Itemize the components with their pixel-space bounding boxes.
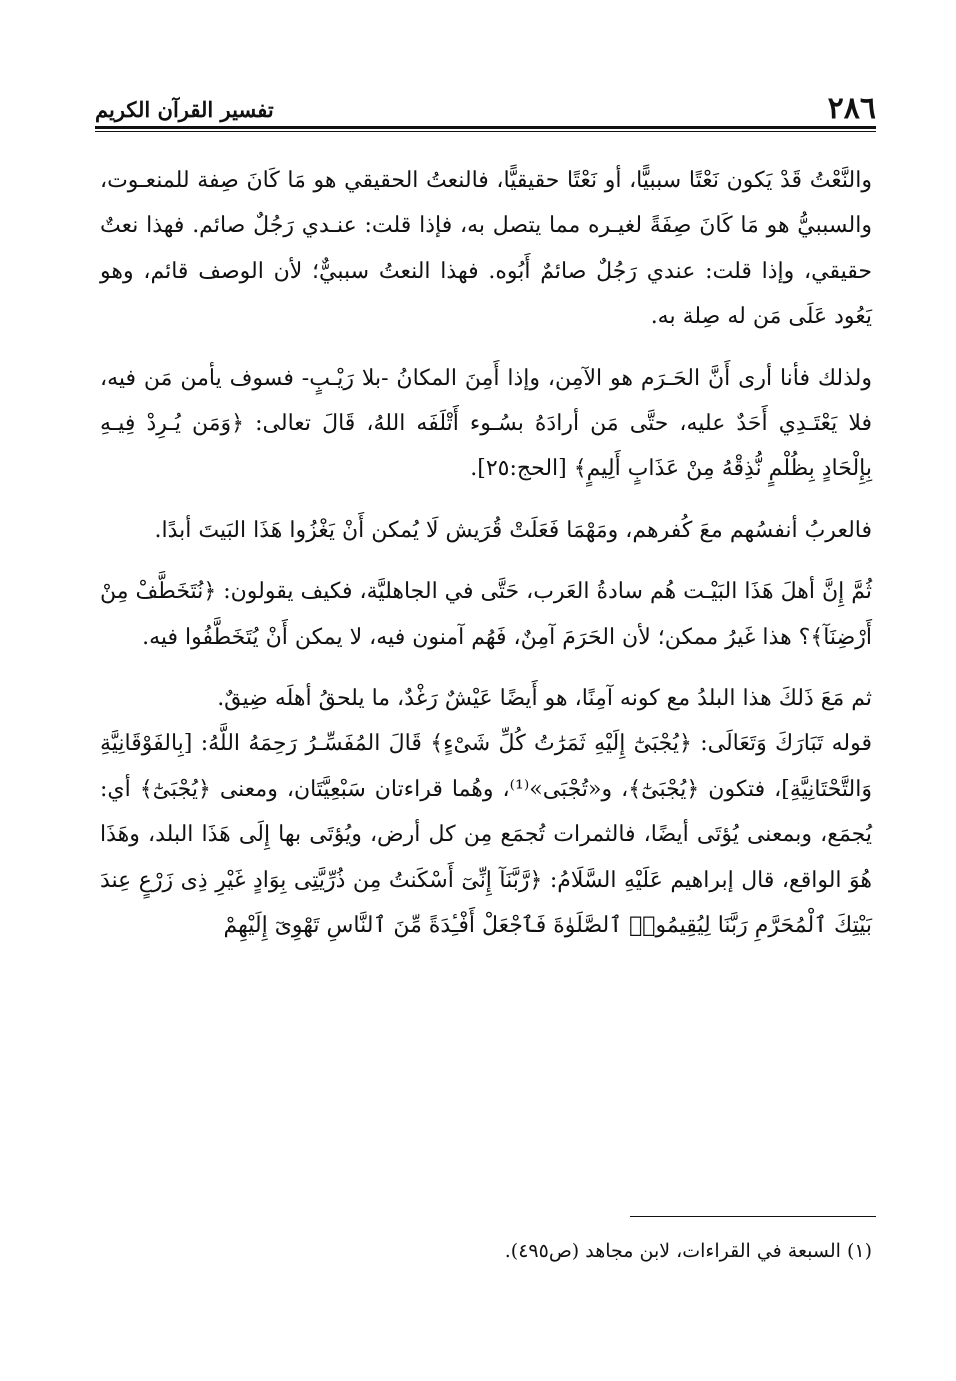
main-text — [100, 158, 872, 949]
paragraph: ولذلك فأنا أرى أَنَّ الحَـرَم هو الآمِن، وإذا أَمِنَ المكانُ -بلا رَيْـبٍ- فسوف يأمن مَن فيه، فلا يَعْتَـدِي أَحَدٌ عليه، حتَّى مَن أرادَهُ بسُـوء أَتْلَفَه اللهُ، قَالَ تعالى: ﴿وَمَن يُـرِدْ فِيـهِ بِإِلْحَادٍ بِظُلْمٍ نُّذِقْهُ مِنْ عَذَابٍ أَلِيمٍ﴾ [الحج:٢٥]. — [100, 365, 872, 482]
footnote-divider — [630, 1216, 876, 1217]
header-divider — [95, 126, 876, 132]
page-number: ٢٨٦ — [827, 91, 876, 126]
paragraph: والنَّعْتُ قَدْ يَكون نَعْتًا سببيًّا، أو نَعْتًا حقيقيًّا، فالنعتُ الحقيقي هو مَا كَانَ صِفة للمنعـوت، والسببيُّ هو مَا كَانَ صِفَةً لغيـره مما يتصل به، فإذا قلت: عنـدي رَجُلٌ صائم. فهذا نعتٌ حقيقي، وإذا قلت: عندي رَجُلٌ صائمٌ أَبُوه. فهذا النعتُ سببيٌّ؛ لأن الوصف قائم، وهو يَعُود عَلَى مَن له صِلة به. — [100, 168, 872, 330]
paragraph: قوله تَبَارَكَ وَتَعَالَى: ﴿يُجْبَىٰٓ إِلَيْهِ ثَمَرَٰتُ كُلِّ شَىْءٍ﴾ قَالَ المُفَسِّـرُ رَحِمَهُ اللَّهُ: [بِالفَوْقَانِيَّةِ وَالتَّحْتَانِيَّةِ]، فتكون ﴿يُجْبَىٰٓ﴾، و«تُجْبَى»⁽¹⁾، وهُما قراءتان سَبْعِيَّتَان، ومعنى ﴿يُجْبَىٰٓ﴾ أي: يُجمَع، وبمعنى يُؤتَى أيضًا، فالثمرات تُجمَع مِن كل أرض، ويُؤتَى بها إِلَى هَذَا البلد، وهَذَا هُوَ الواقع، قال إبراهيم عَلَيْهِ السَّلَامُ: ﴿رَّبَّنَآ إِنِّىٓ أَسْكَنتُ مِن ذُرِّيَّتِى بِوَادٍ غَيْرِ ذِى زَرْعٍ عِندَ بَيْتِكَ ٱلْمُحَرَّمِ رَبَّنَا لِيُقِيمُوا۟ ٱلصَّلَوٰةَ فَٱجْعَلْ أَفْـِٔدَةً مِّنَ ٱلنَّاسِ تَهْوِىٓ إِلَيْهِمْ — [100, 731, 872, 939]
page-header — [95, 78, 876, 124]
footnote: (١) السبعة في القراءات، لابن مجاهد (ص٤٩٥). — [504, 1240, 872, 1262]
paragraph: فالعربُ أنفسُهم معَ كُفرهم، ومَهْمَا فَعَلَتْ قُرَيش لَا يُمكن أَنْ يَغْزُوا هَذَا البَيتَ أبدًا. — [154, 517, 872, 543]
paragraph: ثُمَّ إِنَّ أهلَ هَذَا البَيْـت هُم سادةُ العَرب، حَتَّى في الجاهليَّة، فكيف يقولون: ﴿نُتَخَطَّفْ مِنْ أَرْضِنَآ﴾؟ هذا غَيرُ ممكن؛ لأن الحَرَمَ آمِنٌ، فَهُم آمنون فيه، لا يمكن أَنْ يُتَخَطَّفُوا فيه. — [100, 579, 872, 650]
paragraph: ثم مَعَ ذَلكَ هذا البلدُ مع كونه آمِنًا، هو أَيضًا عَيْشٌ رَغْدٌ، ما يلحقُ أهلَه ضِيقٌ. — [217, 686, 872, 712]
running-title: تفسير القرآن الكريم — [95, 97, 274, 122]
